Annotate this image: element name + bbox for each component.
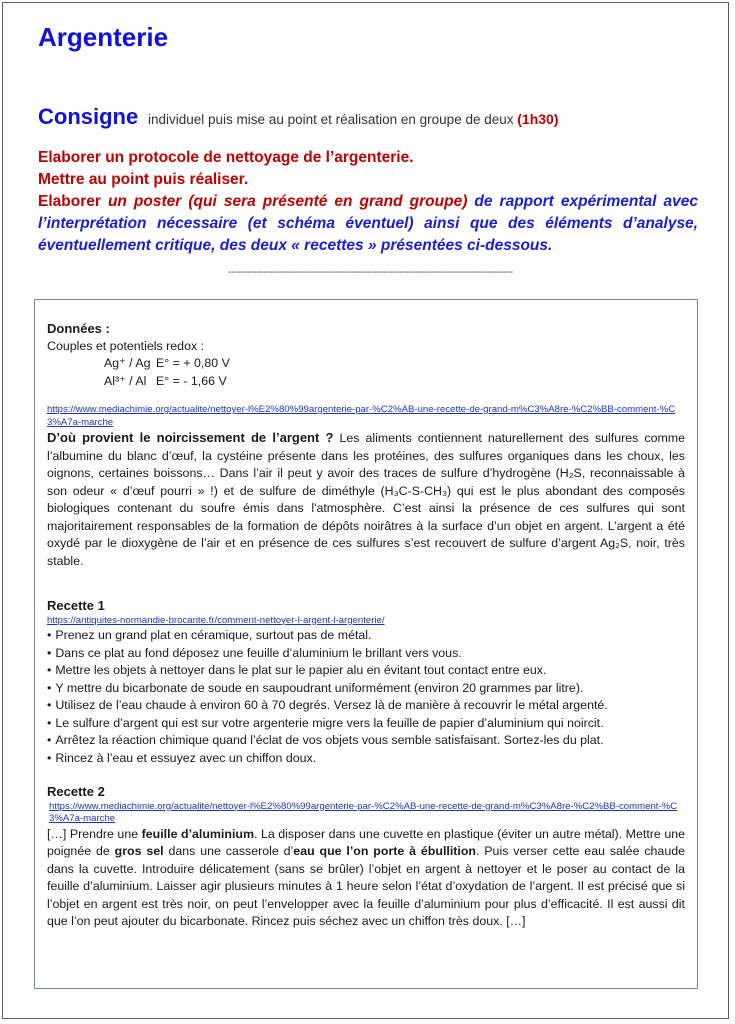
- instruction-line-1: Elaborer un protocole de nettoyage de l’argenterie.: [38, 149, 414, 166]
- list-item: • Y mettre du bicarbonate de soude en saupoudrant uniformément (environ 20 grammes par litre).: [47, 680, 685, 698]
- instructions: [38, 147, 698, 257]
- recette2-mid2: dans une casserole d’: [168, 844, 294, 858]
- couple-ag-value: E° = + 0,80 V: [156, 356, 230, 370]
- list-item: • Le sulfure d’argent qui est sur votre argenterie migre vers la feuille de papier d’aluminium qui noircit.: [47, 715, 685, 733]
- consigne-text: individuel puis mise au point et réalisation en groupe de deux: [148, 112, 514, 127]
- recette2-bold-eau: eau que l’on porte à ébullition: [293, 844, 476, 858]
- donnees-paragraph: [47, 429, 685, 570]
- instruction-line-2: Mettre au point puis réaliser.: [38, 171, 249, 188]
- list-item: • Mettre les objets à nettoyer dans le plat sur le papier alu en évitant tout contact entre eux.: [47, 662, 685, 680]
- donnees-question: D’où provient le noircissement de l’argent ?: [47, 430, 334, 445]
- redox-couple-ag: [104, 355, 685, 373]
- instruction-poster: un poster: [107, 193, 182, 210]
- instruction-line-3: [38, 191, 698, 257]
- page-title: Argenterie: [38, 22, 169, 52]
- list-item: • Rincez à l’eau et essuyez avec un chiffon doux.: [47, 750, 685, 768]
- instruction-paren: (qui sera présenté en grand groupe): [188, 193, 468, 210]
- list-item: • Arrêtez la réaction chimique quand l’éclat de vos objets vous semble satisfaisant. Sortez-les du plat.: [47, 732, 685, 750]
- recette2-end: . Puis verser cette eau salée chaude dans la cuvette. Introduire délicatement (sans se brûler) l’objet en argent à nettoyer et le poser au contact de la feuille d’aluminium. Laisser agir plusieurs minutes à 1 heure selon l’état d’oxydation de l’argent. Il est précisé que si l’objet en argent est très noir, on peut l’envelopper avec la feuille d’aluminium pour plus d’efficacité. Il est aussi dit que l’on peut ajouter du bicarbonate. Rincez puis séchez avec un chiffon très doux. […]: [47, 844, 685, 928]
- donnees-subheading: Couples et potentiels redox :: [47, 338, 205, 353]
- separator: ------------------------------------------------------------------------------------------: [228, 266, 513, 278]
- couple-ag-pair: Ag⁺ / Ag: [104, 356, 151, 370]
- donnees-heading: Données :: [47, 321, 110, 336]
- recette2-start: […] Prendre une: [47, 826, 139, 841]
- content-box: [34, 299, 698, 989]
- recette1-link[interactable]: https://antiquites-normandie-brocante.fr/comment-nettoyer-l-argent-l-argenterie/: [47, 614, 385, 626]
- list-item: • Utilisez de l’eau chaude à environ 60 à 70 degrés. Versez là de manière à recouvrir le métal argenté.: [47, 697, 685, 715]
- recette2-bold-sel: gros sel: [114, 844, 164, 858]
- instruction-elaborer: Elaborer: [38, 193, 101, 210]
- recette1-heading: Recette 1: [47, 598, 105, 613]
- recette2-link[interactable]: https://www.mediachimie.org/actualite/nettoyer-l%E2%80%99argenterie-par-%C2%AB-une-recette-de-grand-m%C3%A8re-%C2%BB-comment-%C3%A7a-marche: [49, 800, 678, 824]
- consigne-duration: (1h30): [517, 111, 559, 127]
- donnees-link[interactable]: https://www.mediachimie.org/actualite/nettoyer-l%E2%80%99argenterie-par-%C2%AB-une-recette-de-grand-m%C3%A8re-%C2%BB-comment-%C3%A7a-marche: [47, 404, 676, 428]
- recette1-steps: [47, 627, 685, 767]
- list-item: • Prenez un grand plat en céramique, surtout pas de métal.: [47, 627, 685, 645]
- recette2-mid1: . La disposer dans une cuvette en plastique (éviter un autre métal). Mettre une poignée de: [47, 826, 685, 858]
- recette2-paragraph: [47, 826, 685, 931]
- list-item: • Dans ce plat au fond déposez une feuille d’aluminium le brillant vers vous.: [47, 645, 685, 663]
- recette2-heading: Recette 2: [47, 784, 105, 799]
- couple-al-value: E° = - 1,66 V: [156, 373, 227, 388]
- couple-al-pair: Al³⁺ / Al: [104, 373, 147, 388]
- redox-couple-al: [104, 373, 685, 391]
- recette2-bold-aluminium: feuille d’aluminium: [141, 826, 254, 841]
- consigne-line: [38, 104, 559, 130]
- consigne-label: Consigne: [38, 104, 139, 129]
- donnees-text: Les aliments contiennent naturellement des sulfures comme l’albumine du blanc d’œuf, la cystéine présente dans les protéines, des sulfures organiques dans les choux, les oignons, certaines boissons… Dans l’air il peut y avoir des traces de sulfure d’hydrogène (H₂S, reconnaissable à son odeur « d’œuf pourri » !) et de sulfure de diméthyle (H₃C-S-CH₃) qui est le plus abondant des composés biologiques contenant du soufre émis dans l'atmosphère. C’est ainsi la présence de ces sulfures qui sont majoritairement responsables de la formation de dépôts noirâtres à la surface d’un objet en argent. L’argent a été oxydé par le dioxygène de l’air et en présence de ces sulfures s’est recouvert de sulfure d’argent Ag₂S, noir, très stable.: [47, 431, 685, 568]
- instruction-rest: de rapport expérimental avec l’interprétation nécessaire (et schéma éventuel) ainsi que des éléments d’analyse, éventuellement critique, des deux « recettes » présentées ci-dessous.: [38, 193, 699, 254]
